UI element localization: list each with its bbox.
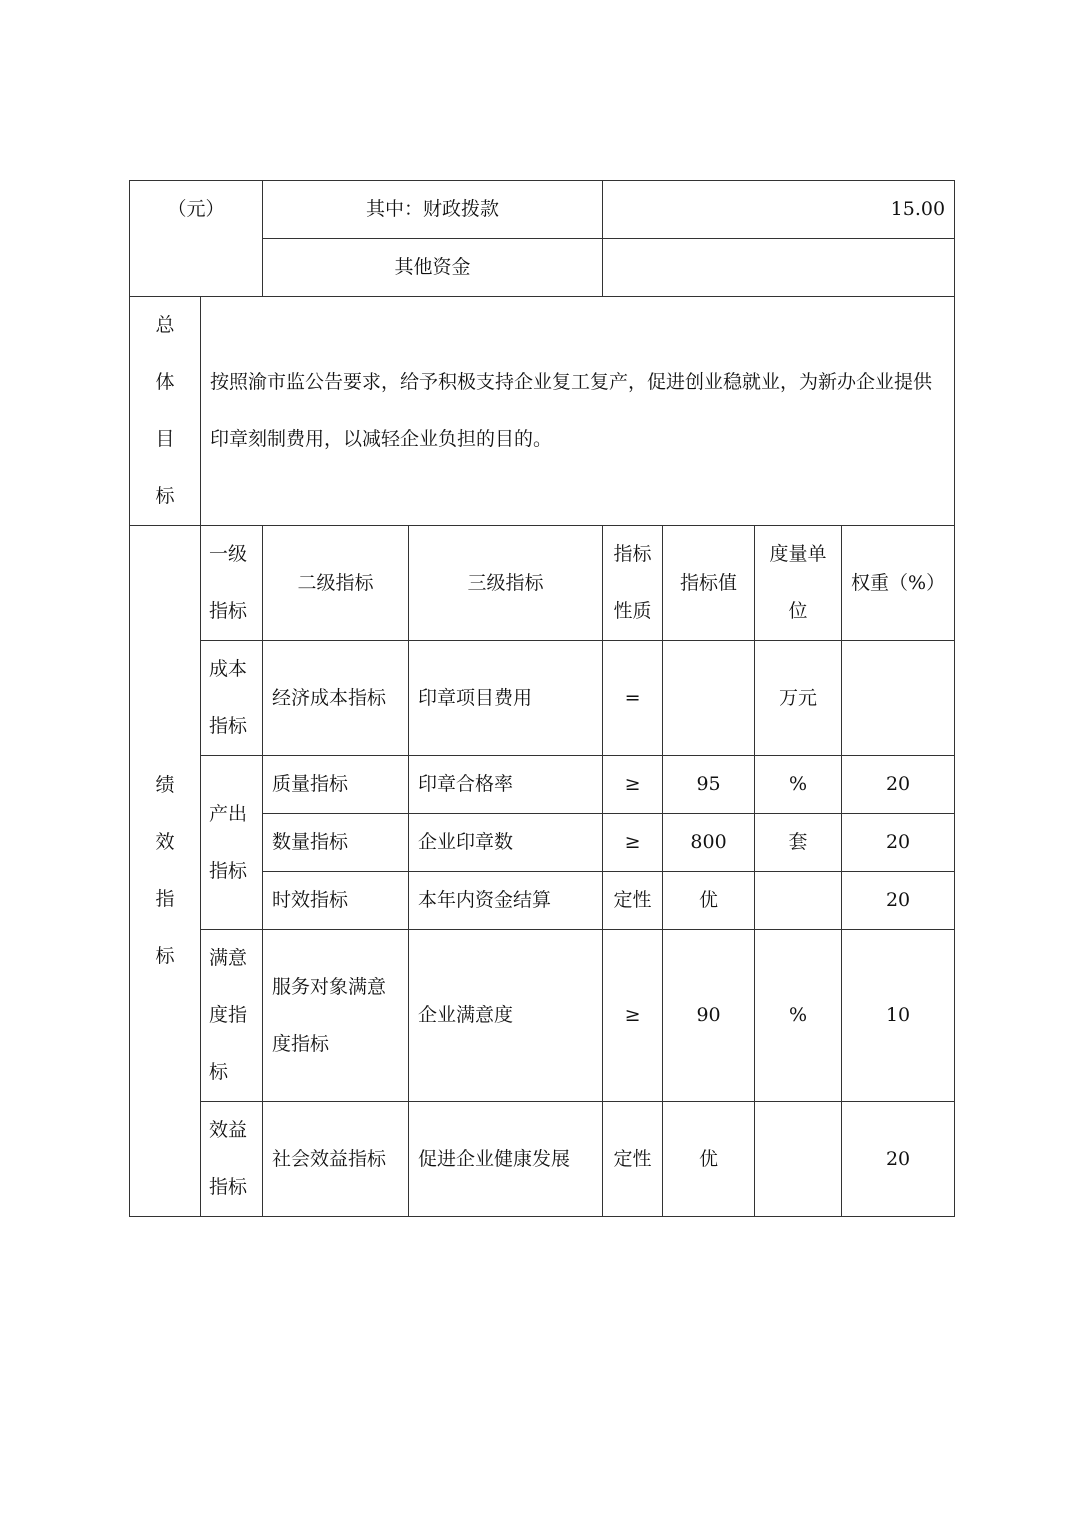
header-value: 指标值	[663, 526, 755, 641]
value-cell: 800	[663, 814, 755, 872]
nature-cell: =	[603, 641, 663, 756]
weight-cell: 10	[842, 930, 955, 1102]
header-level3: 三级指标	[409, 526, 603, 641]
weight-cell: 20	[842, 756, 955, 814]
level1-cell: 产出指标	[201, 756, 263, 930]
level3-cell: 本年内资金结算	[409, 872, 603, 930]
value-cell: 优	[663, 1102, 755, 1217]
level3-cell: 企业印章数	[409, 814, 603, 872]
table-row	[130, 756, 955, 814]
other-funding-label: 其他资金	[263, 239, 603, 297]
unit-cell: 套	[755, 814, 842, 872]
funding-unit-label: （元）	[130, 181, 263, 297]
value-cell: 95	[663, 756, 755, 814]
nature-cell: 定性	[603, 872, 663, 930]
unit-cell: 万元	[755, 641, 842, 756]
level2-cell: 经济成本指标	[263, 641, 409, 756]
weight-cell: 20	[842, 814, 955, 872]
weight-cell	[842, 641, 955, 756]
nature-cell: 定性	[603, 1102, 663, 1217]
level3-cell: 印章项目费用	[409, 641, 603, 756]
nature-cell: ≥	[603, 930, 663, 1102]
overall-goal-text: 按照渝市监公告要求，给予积极支持企业复工复产，促进创业稳就业，为新办企业提供印章刻制费用，以减轻企业负担的目的。	[201, 297, 955, 526]
table-row	[130, 930, 955, 1102]
level2-cell: 质量指标	[263, 756, 409, 814]
level3-cell: 促进企业健康发展	[409, 1102, 603, 1217]
table-row	[130, 641, 955, 756]
performance-goal-table	[129, 180, 955, 1217]
level2-cell: 社会效益指标	[263, 1102, 409, 1217]
header-unit: 度量单位	[755, 526, 842, 641]
value-cell: 优	[663, 872, 755, 930]
weight-cell: 20	[842, 1102, 955, 1217]
unit-cell	[755, 872, 842, 930]
nature-cell: ≥	[603, 814, 663, 872]
header-nature: 指标性质	[603, 526, 663, 641]
overall-goal-label: 总体目标	[130, 297, 201, 526]
unit-cell	[755, 1102, 842, 1217]
header-weight: 权重（%）	[842, 526, 955, 641]
level1-cell: 成本指标	[201, 641, 263, 756]
level1-cell: 满意度指标	[201, 930, 263, 1102]
unit-cell: %	[755, 930, 842, 1102]
level1-cell: 效益指标	[201, 1102, 263, 1217]
performance-indicators-label: 绩效指标	[130, 526, 201, 1217]
level3-cell: 印章合格率	[409, 756, 603, 814]
fiscal-funding-label: 其中：财政拨款	[263, 181, 603, 239]
table-row	[130, 1102, 955, 1217]
unit-cell: %	[755, 756, 842, 814]
header-level2: 二级指标	[263, 526, 409, 641]
level3-cell: 企业满意度	[409, 930, 603, 1102]
value-cell: 90	[663, 930, 755, 1102]
level2-cell: 时效指标	[263, 872, 409, 930]
nature-cell: ≥	[603, 756, 663, 814]
header-level1: 一级指标	[201, 526, 263, 641]
other-funding-value	[603, 239, 955, 297]
level2-cell: 服务对象满意度指标	[263, 930, 409, 1102]
value-cell	[663, 641, 755, 756]
weight-cell: 20	[842, 872, 955, 930]
fiscal-funding-value: 15.00	[603, 181, 955, 239]
level2-cell: 数量指标	[263, 814, 409, 872]
